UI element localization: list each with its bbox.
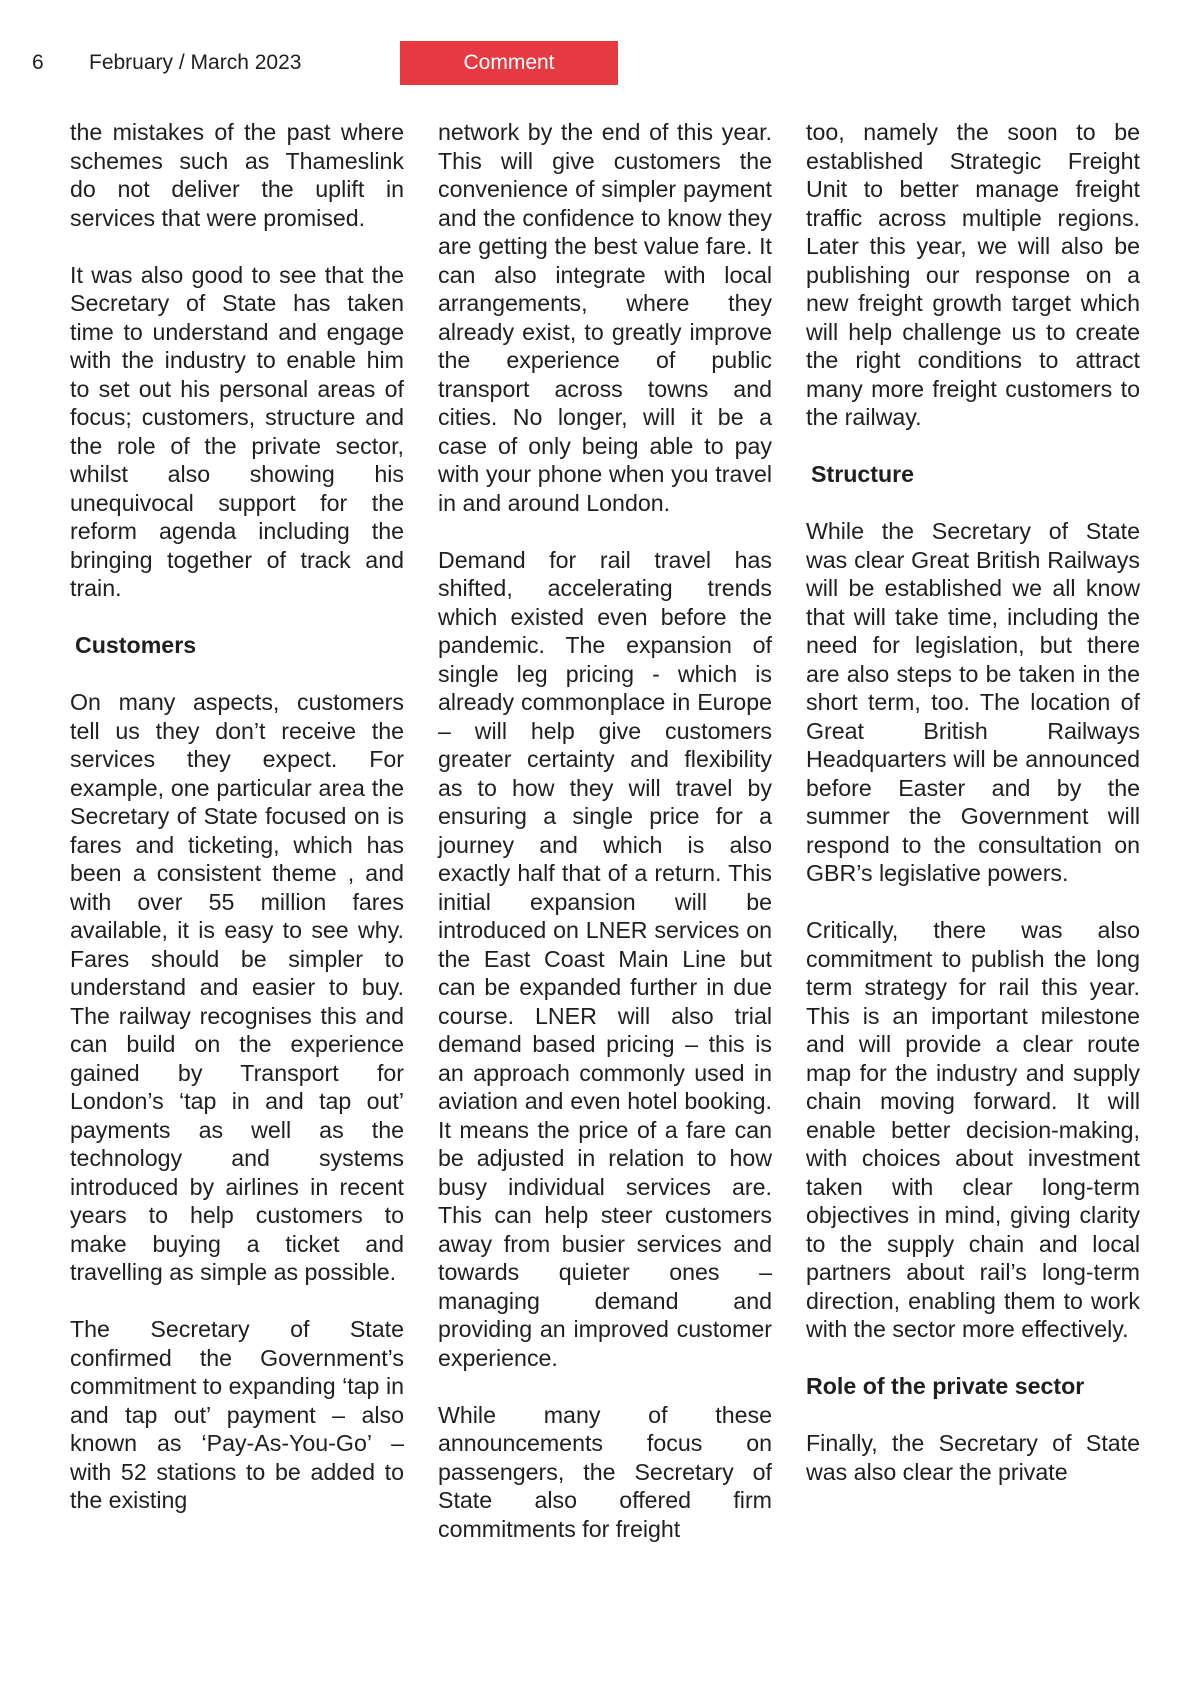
paragraph: It was also good to see that the Secretary of State has taken time to understand and engage with the industry to enable him to set out his personal areas of focus; customers, structure and the role of the private sector, whilst also showing his unequivocal support for the reform agenda including the bringing together of track and train.: [70, 261, 404, 601]
issue-date: February / March 2023: [89, 51, 302, 74]
paragraph: network by the end of this year. This will give customers the convenience of simpler payment and the confidence to know they are getting the best value fare. It can also integrate with local arrangements, where they already exist, to greatly improve the experience of public transport across towns and cities. No longer, will it be a case of only being able to pay with your phone when you travel in and around London.: [438, 119, 772, 516]
paragraph: Demand for rail travel has shifted, accelerating trends which existed even before the pandemic. The expansion of single leg pricing - which is already commonplace in Europe – will help give customers greater certainty and flexibility as to how they will travel by ensuring a single price for a journey and which is also exactly half that of a return. This initial expansion will be introduced on LNER services on the East Coast Main Line but can be expanded further in due course. LNER will also trial demand based pricing – this is an approach commonly used in aviation and even hotel booking. It means the price of a fare can be adjusted in relation to how busy individual services are. This can help steer customers away from busier services and towards quieter ones – managing demand and providing an improved customer experience.: [438, 546, 772, 1371]
paragraph: Critically, there was also commitment to publish the long term strategy for rail this year. This is an important milestone and will provide a clear route map for the industry and supply chain moving forward. It will enable better decision-making, with choices about investment taken with clear long-term objectives in mind, giving clarity to the supply chain and local partners about rail’s long-term direction, enabling them to work with the sector more effectively.: [806, 917, 1140, 1342]
section-heading-customers: Customers: [75, 632, 197, 658]
paragraph: While many of these announcements focus on passengers, the Secretary of State also offered firm commitments for freight: [438, 1401, 772, 1542]
page-header: [0, 0, 1200, 110]
article-column-1: [70, 118, 404, 1543]
paragraph: Finally, the Secretary of State was also clear the private: [806, 1430, 1140, 1485]
paragraph: While the Secretary of State was clear Great British Railways will be established we all know that will take time, including the need for legislation, but there are also steps to be taken in the short term, too. The location of Great British Railways Headquarters will be announced before Easter and by the summer the Government will respond to the consultation on GBR’s legislative powers.: [806, 518, 1140, 886]
paragraph: too, namely the soon to be established Strategic Freight Unit to better manage freight traffic across multiple regions. Later this year, we will also be publishing our response on a new freight growth target which will help challenge us to create the right conditions to attract many more freight customers to the railway.: [806, 119, 1140, 430]
section-tag: Comment: [400, 41, 618, 85]
section-heading-structure: Structure: [811, 461, 915, 487]
paragraph: On many aspects, customers tell us they don’t receive the services they expect. For example, one particular area the Secretary of State focused on is fares and ticketing, which has been a consistent theme , and with over 55 million fares available, it is easy to see why. Fares should be simpler to understand and easier to buy. The railway recognises this and can build on the experience gained by Transport for London’s ‘tap in and tap out’ payments as well as the technology and systems introduced by airlines in recent years to help customers to make buying a ticket and travelling as simple as possible.: [70, 689, 404, 1285]
page-number: 6: [32, 51, 44, 74]
article-column-3: [806, 118, 1140, 1515]
paragraph: The Secretary of State confirmed the Government’s commitment to expanding ‘tap in and tap out’ payment – also known as ‘Pay-As-You-Go’ – with 52 stations to be added to the existing: [70, 1316, 404, 1513]
paragraph: the mistakes of the past where schemes such as Thameslink do not deliver the uplift in services that were promised.: [70, 119, 404, 231]
section-heading-private-sector: Role of the private sector: [806, 1373, 1085, 1399]
article-column-2: [438, 118, 772, 1572]
